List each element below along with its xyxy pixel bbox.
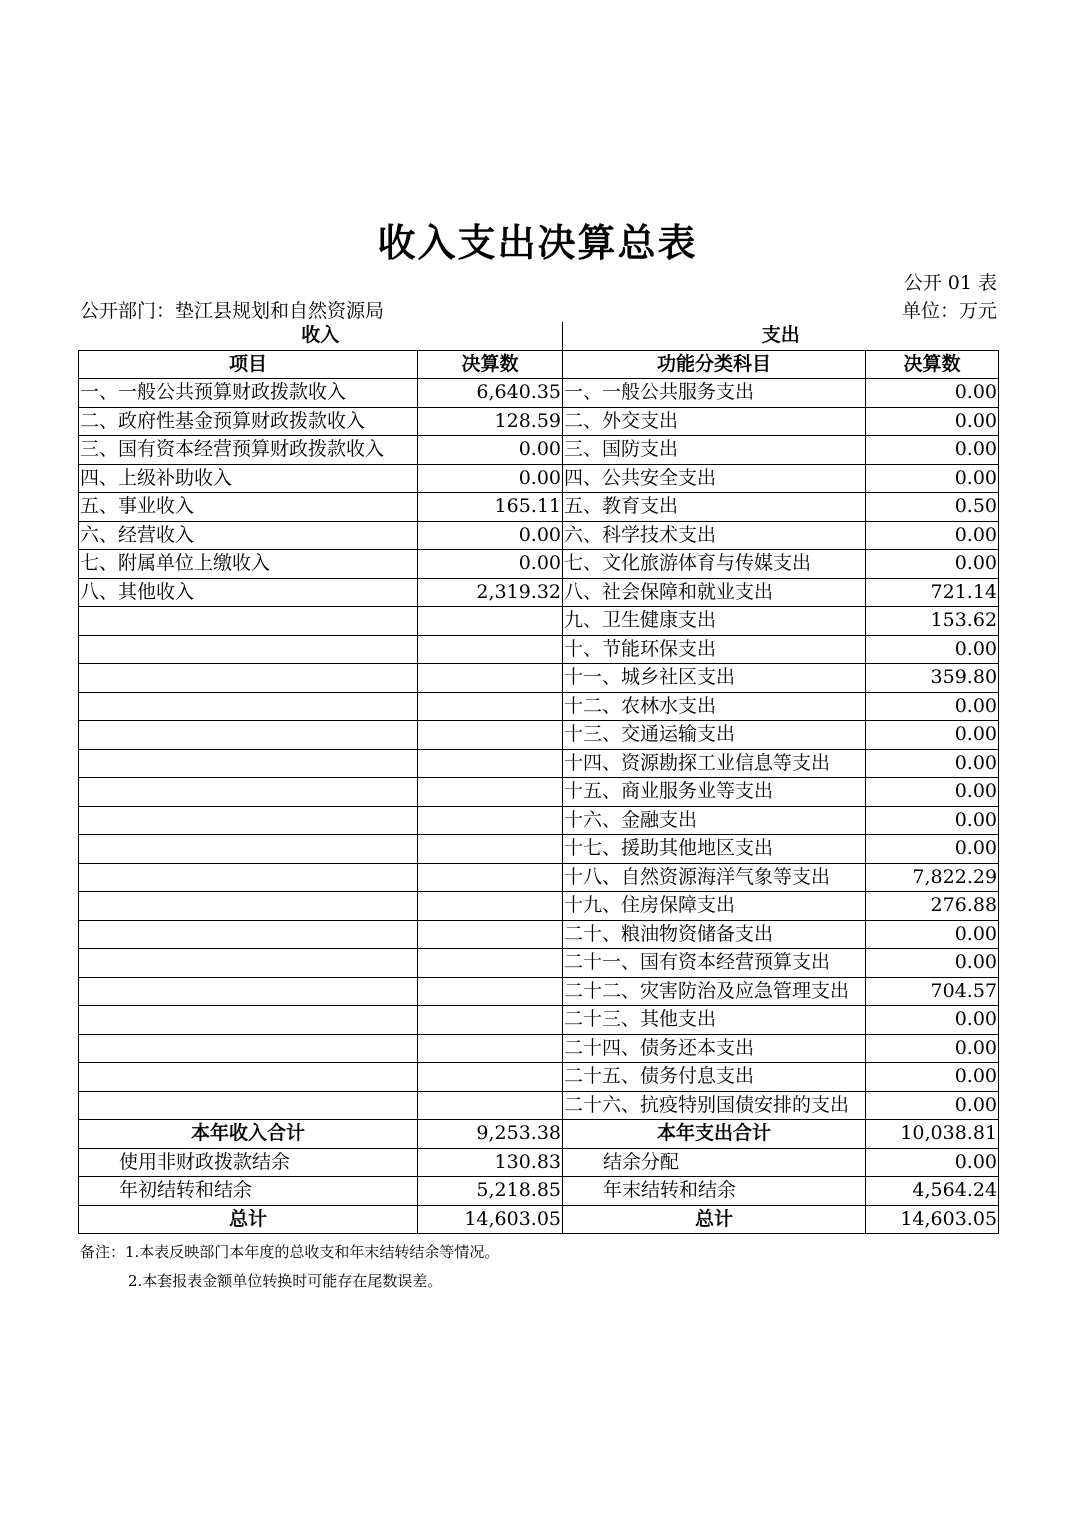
income-amount-cell: 6,640.35 [418, 379, 563, 408]
income-item-cell [79, 892, 418, 921]
income-amount-cell [418, 892, 563, 921]
table-row [79, 806, 999, 835]
table-row [79, 379, 999, 408]
income-amount-cell: 0.00 [418, 550, 563, 579]
income-amount-cell [418, 949, 563, 978]
section-income: 收入 [79, 322, 563, 350]
expense-item-cell: 本年支出合计 [563, 1120, 866, 1149]
table-row [79, 778, 999, 807]
income-amount-cell [418, 721, 563, 750]
expense-amount-cell: 276.88 [866, 892, 999, 921]
expense-item-cell: 四、公共安全支出 [563, 464, 866, 493]
income-amount-cell: 128.59 [418, 407, 563, 436]
expense-item-cell: 总计 [563, 1205, 866, 1234]
income-amount-cell: 0.00 [418, 464, 563, 493]
income-amount-cell [418, 778, 563, 807]
expense-item-cell: 五、教育支出 [563, 493, 866, 522]
income-item-cell [79, 1034, 418, 1063]
income-amount-cell: 0.00 [418, 521, 563, 550]
expense-amount-cell: 0.00 [866, 464, 999, 493]
income-item-cell: 一、一般公共预算财政拨款收入 [79, 379, 418, 408]
income-item-cell: 本年收入合计 [79, 1120, 418, 1149]
expense-item-cell: 十四、资源勘探工业信息等支出 [563, 749, 866, 778]
table-row [79, 664, 999, 693]
expense-amount-cell: 0.00 [866, 949, 999, 978]
expense-amount-cell: 4,564.24 [866, 1177, 999, 1206]
expense-item-cell: 十、节能环保支出 [563, 635, 866, 664]
table-row [79, 635, 999, 664]
table-row [79, 692, 999, 721]
expense-item-cell: 二十二、灾害防治及应急管理支出 [563, 977, 866, 1006]
note-2: 2.本套报表金额单位转换时可能存在尾数误差。 [128, 1272, 443, 1290]
income-amount-cell [418, 1063, 563, 1092]
expense-item-cell: 结余分配 [563, 1148, 866, 1177]
expense-item-cell: 十二、农林水支出 [563, 692, 866, 721]
income-item-cell: 年初结转和结余 [79, 1177, 418, 1206]
table-row [79, 749, 999, 778]
expense-amount-cell: 0.00 [866, 749, 999, 778]
income-item-cell [79, 778, 418, 807]
income-item-cell [79, 749, 418, 778]
income-item-cell: 四、上级补助收入 [79, 464, 418, 493]
expense-amount-cell: 0.00 [866, 379, 999, 408]
expense-amount-cell: 14,603.05 [866, 1205, 999, 1234]
income-amount-cell [418, 635, 563, 664]
table-row [79, 1063, 999, 1092]
notes [80, 1238, 499, 1296]
table-row [79, 578, 999, 607]
expense-amount-cell: 0.00 [866, 692, 999, 721]
income-item-cell: 总计 [79, 1205, 418, 1234]
expense-item-cell: 二十四、债务还本支出 [563, 1034, 866, 1063]
expense-item-cell: 二十一、国有资本经营预算支出 [563, 949, 866, 978]
income-item-cell: 使用非财政拨款结余 [79, 1148, 418, 1177]
note-1: 备注：1.本表反映部门本年度的总收支和年末结转结余等情况。 [80, 1243, 500, 1261]
department-label: 公开部门：垫江县规划和自然资源局 [80, 300, 385, 322]
expense-item-cell: 七、文化旅游体育与传媒支出 [563, 550, 866, 579]
income-item-cell [79, 664, 418, 693]
table-row [79, 892, 999, 921]
expense-item-cell: 二十、粮油物资储备支出 [563, 920, 866, 949]
income-amount-cell [418, 1006, 563, 1035]
expense-item-cell: 十一、城乡社区支出 [563, 664, 866, 693]
table-row [79, 721, 999, 750]
income-item-cell [79, 949, 418, 978]
col-income-amount: 决算数 [418, 350, 563, 379]
section-expense: 支出 [563, 322, 999, 350]
col-expense-item: 功能分类科目 [563, 350, 866, 379]
expense-amount-cell: 0.00 [866, 1006, 999, 1035]
income-amount-cell: 9,253.38 [418, 1120, 563, 1149]
col-expense-amount: 决算数 [866, 350, 999, 379]
expense-item-cell: 十九、住房保障支出 [563, 892, 866, 921]
expense-amount-cell: 0.00 [866, 778, 999, 807]
expense-amount-cell: 0.00 [866, 806, 999, 835]
income-amount-cell [418, 607, 563, 636]
income-item-cell: 七、附属单位上缴收入 [79, 550, 418, 579]
expense-amount-cell: 0.00 [866, 550, 999, 579]
expense-item-cell: 三、国防支出 [563, 436, 866, 465]
expense-item-cell: 六、科学技术支出 [563, 521, 866, 550]
income-amount-cell [418, 1091, 563, 1120]
income-item-cell [79, 977, 418, 1006]
expense-amount-cell: 721.14 [866, 578, 999, 607]
income-amount-cell [418, 863, 563, 892]
income-amount-cell: 2,319.32 [418, 578, 563, 607]
income-item-cell [79, 607, 418, 636]
expense-amount-cell: 0.00 [866, 1034, 999, 1063]
table-row [79, 863, 999, 892]
income-item-cell [79, 920, 418, 949]
income-amount-cell: 5,218.85 [418, 1177, 563, 1206]
income-amount-cell [418, 1034, 563, 1063]
expense-item-cell: 十三、交通运输支出 [563, 721, 866, 750]
expense-amount-cell: 7,822.29 [866, 863, 999, 892]
column-header-row [79, 350, 999, 379]
expense-item-cell: 十七、援助其他地区支出 [563, 835, 866, 864]
income-item-cell [79, 635, 418, 664]
income-amount-cell [418, 749, 563, 778]
income-item-cell [79, 1063, 418, 1092]
expense-amount-cell: 10,038.81 [866, 1120, 999, 1149]
income-item-cell: 二、政府性基金预算财政拨款收入 [79, 407, 418, 436]
income-item-cell [79, 721, 418, 750]
table-row [79, 607, 999, 636]
income-amount-cell [418, 835, 563, 864]
form-number: 公开 01 表 [903, 272, 997, 294]
income-item-cell [79, 1091, 418, 1120]
income-expense-table [78, 322, 999, 1234]
income-item-cell: 八、其他收入 [79, 578, 418, 607]
expense-item-cell: 二十六、抗疫特别国债安排的支出 [563, 1091, 866, 1120]
expense-amount-cell: 0.50 [866, 493, 999, 522]
expense-amount-cell: 153.62 [866, 607, 999, 636]
table-row [79, 949, 999, 978]
table-row [79, 1034, 999, 1063]
table-row [79, 1006, 999, 1035]
table-row [79, 977, 999, 1006]
income-amount-cell: 165.11 [418, 493, 563, 522]
income-item-cell [79, 806, 418, 835]
income-item-cell [79, 835, 418, 864]
expense-item-cell: 十五、商业服务业等支出 [563, 778, 866, 807]
table-row [79, 1091, 999, 1120]
section-header-row [79, 322, 999, 350]
col-income-item: 项目 [79, 350, 418, 379]
expense-amount-cell: 0.00 [866, 635, 999, 664]
expense-amount-cell: 0.00 [866, 1063, 999, 1092]
expense-item-cell: 一、一般公共服务支出 [563, 379, 866, 408]
expense-amount-cell: 0.00 [866, 521, 999, 550]
expense-item-cell: 二、外交支出 [563, 407, 866, 436]
income-item-cell [79, 692, 418, 721]
table-row [79, 521, 999, 550]
income-amount-cell [418, 977, 563, 1006]
table-row [79, 920, 999, 949]
income-amount-cell: 14,603.05 [418, 1205, 563, 1234]
table-row [79, 407, 999, 436]
income-amount-cell [418, 920, 563, 949]
expense-item-cell: 年末结转和结余 [563, 1177, 866, 1206]
expense-item-cell: 八、社会保障和就业支出 [563, 578, 866, 607]
income-item-cell [79, 863, 418, 892]
income-amount-cell [418, 806, 563, 835]
table-row [79, 436, 999, 465]
expense-amount-cell: 0.00 [866, 721, 999, 750]
expense-amount-cell: 0.00 [866, 920, 999, 949]
expense-amount-cell: 359.80 [866, 664, 999, 693]
expense-item-cell: 二十三、其他支出 [563, 1006, 866, 1035]
expense-amount-cell: 0.00 [866, 436, 999, 465]
table-row [79, 1148, 999, 1177]
income-amount-cell: 130.83 [418, 1148, 563, 1177]
table-row [79, 1120, 999, 1149]
table-row [79, 1205, 999, 1234]
table-row [79, 835, 999, 864]
income-item-cell: 五、事业收入 [79, 493, 418, 522]
expense-amount-cell: 0.00 [866, 1148, 999, 1177]
expense-item-cell: 九、卫生健康支出 [563, 607, 866, 636]
table-row [79, 493, 999, 522]
income-item-cell [79, 1006, 418, 1035]
table-row [79, 550, 999, 579]
income-amount-cell: 0.00 [418, 436, 563, 465]
expense-item-cell: 十八、自然资源海洋气象等支出 [563, 863, 866, 892]
expense-amount-cell: 0.00 [866, 407, 999, 436]
expense-item-cell: 十六、金融支出 [563, 806, 866, 835]
page-title: 收入支出决算总表 [377, 221, 698, 265]
unit-label: 单位：万元 [901, 300, 997, 322]
income-item-cell: 六、经营收入 [79, 521, 418, 550]
income-item-cell: 三、国有资本经营预算财政拨款收入 [79, 436, 418, 465]
income-amount-cell [418, 692, 563, 721]
expense-amount-cell: 704.57 [866, 977, 999, 1006]
expense-item-cell: 二十五、债务付息支出 [563, 1063, 866, 1092]
table-row [79, 464, 999, 493]
table-row [79, 1177, 999, 1206]
income-amount-cell [418, 664, 563, 693]
expense-amount-cell: 0.00 [866, 835, 999, 864]
expense-amount-cell: 0.00 [866, 1091, 999, 1120]
